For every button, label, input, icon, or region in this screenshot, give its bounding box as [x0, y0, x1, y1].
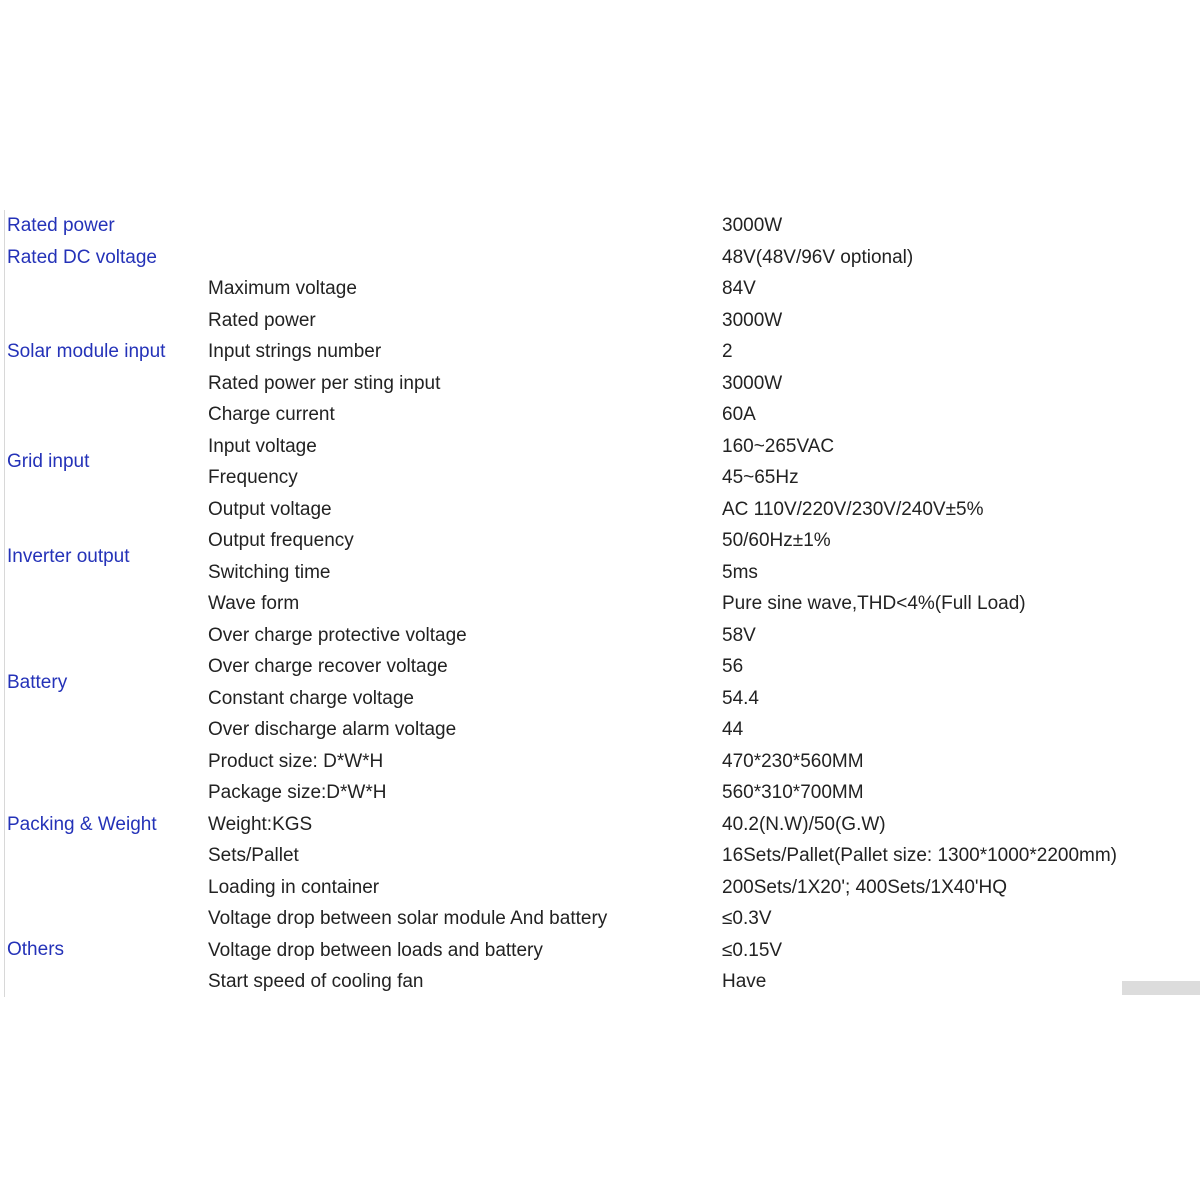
table-row [0, 620, 1200, 652]
row-value: 58V [722, 624, 756, 646]
row-value: Pure sine wave,THD<4%(Full Load) [722, 593, 1026, 614]
row-param: Input strings number [208, 341, 382, 362]
row-param: Rated power per sting input [208, 372, 441, 394]
table-row [0, 588, 1200, 620]
row-value: ≤0.3V [722, 908, 772, 929]
row-value: 40.2(N.W)/50(G.W) [722, 813, 886, 835]
table-row [0, 336, 1200, 368]
row-value: 60A [722, 404, 756, 425]
row-param: Voltage drop between loads and battery [208, 939, 543, 961]
category-others: Others [7, 939, 65, 960]
table-row [0, 305, 1200, 337]
category-solar-module-input: Solar module input [7, 341, 166, 362]
table-row [0, 903, 1200, 935]
table-row [0, 431, 1200, 463]
row-param: Over charge recover voltage [208, 656, 448, 677]
row-param: Sets/Pallet [208, 845, 299, 866]
scroll-fragment [1122, 981, 1200, 995]
row-param: Over charge protective voltage [208, 624, 467, 646]
category-battery: Battery [7, 672, 68, 693]
table-row [0, 935, 1200, 967]
row-param: Input voltage [208, 435, 317, 457]
table-row [0, 872, 1200, 904]
table-row [0, 210, 1200, 242]
row-param: Weight:KGS [208, 813, 313, 835]
row-param: Constant charge voltage [208, 687, 414, 709]
row-value: 200Sets/1X20'; 400Sets/1X40'HQ [722, 876, 1008, 898]
row-value: 44 [722, 719, 744, 740]
row-value: 2 [722, 341, 733, 362]
table-row [0, 462, 1200, 494]
row-value: 54.4 [722, 687, 759, 709]
category-grid-input: Grid input [7, 451, 90, 472]
row-param: Wave form [208, 593, 300, 614]
spec-table [0, 210, 1200, 997]
table-row [0, 494, 1200, 526]
table-row [0, 557, 1200, 589]
row-param: Maximum voltage [208, 278, 357, 299]
row-param: Output frequency [208, 530, 354, 551]
row-param: Rated power [208, 309, 316, 331]
row-value: 560*310*700MM [722, 782, 864, 803]
row-param: Package size:D*W*H [208, 782, 387, 803]
row-value: 45~65Hz [722, 467, 799, 488]
row-value: 5ms [722, 561, 758, 583]
row-value: AC 110V/220V/230V/240V±5% [722, 498, 984, 520]
row-value: Have [722, 971, 767, 992]
row-value: 56 [722, 656, 744, 677]
category-inverter-output: Inverter output [7, 546, 130, 567]
table-row [0, 368, 1200, 400]
row-value: 3000W [722, 372, 783, 394]
row-value: 470*230*560MM [722, 750, 864, 772]
row-param: Charge current [208, 404, 335, 425]
category-packing-weight: Packing & Weight [7, 814, 157, 835]
row-param: Switching time [208, 561, 331, 583]
table-row [0, 683, 1200, 715]
category-rated-dc-voltage: Rated DC voltage [7, 246, 157, 268]
row-value: 84V [722, 278, 756, 299]
table-row [0, 525, 1200, 557]
row-param: Product size: D*W*H [208, 750, 384, 772]
row-param: Output voltage [208, 498, 332, 520]
row-value: 3000W [722, 309, 783, 331]
row-value: 16Sets/Pallet(Pallet size: 1300*1000*2200mm) [722, 845, 1118, 866]
row-value: ≤0.15V [722, 939, 783, 961]
table-row [0, 242, 1200, 274]
row-value: 160~265VAC [722, 435, 835, 457]
category-rated-power: Rated power [7, 215, 115, 236]
table-row [0, 966, 1200, 998]
row-value: 3000W [722, 215, 783, 236]
table-row [0, 777, 1200, 809]
table-row [0, 714, 1200, 746]
table-row [0, 840, 1200, 872]
row-value: 50/60Hz±1% [722, 530, 831, 551]
row-param: Loading in container [208, 876, 380, 898]
row-param: Voltage drop between solar module And battery [208, 908, 608, 929]
table-row [0, 273, 1200, 305]
row-param: Over discharge alarm voltage [208, 719, 457, 740]
table-row [0, 809, 1200, 841]
row-param: Frequency [208, 467, 298, 488]
table-row [0, 399, 1200, 431]
table-row [0, 651, 1200, 683]
row-param: Start speed of cooling fan [208, 971, 424, 992]
table-row [0, 746, 1200, 778]
row-value: 48V(48V/96V optional) [722, 246, 914, 268]
